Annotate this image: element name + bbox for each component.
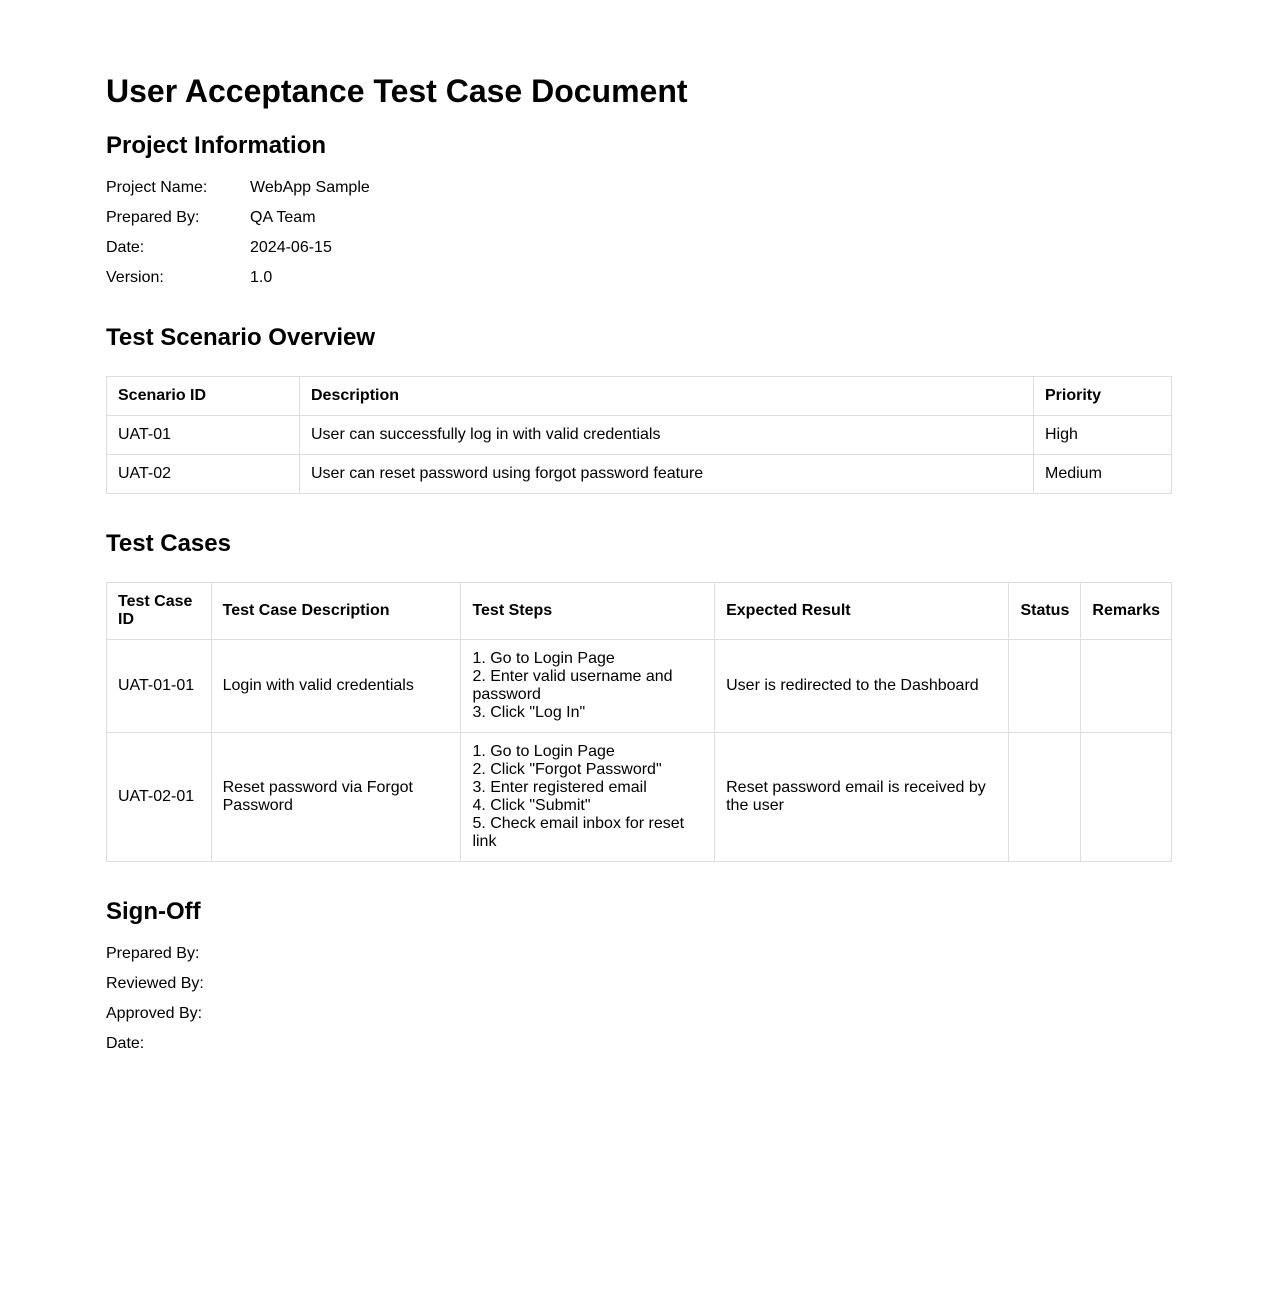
cell: Medium <box>1034 455 1172 494</box>
expected-result: Reset password email is received by the user <box>715 733 1009 862</box>
signoff-label: Reviewed By: <box>106 975 204 992</box>
cell: User can successfully log in with valid credentials <box>300 416 1034 455</box>
test-cases-table <box>106 582 1172 862</box>
step: 4. Click "Submit" <box>472 797 591 814</box>
cell: UAT-01 <box>107 416 300 455</box>
status-cell <box>1009 640 1081 733</box>
test-case-id: UAT-01-01 <box>107 640 212 733</box>
info-value: WebApp Sample <box>250 179 370 196</box>
table-header-row <box>107 377 1172 416</box>
step: 2. Click "Forgot Password" <box>472 761 662 778</box>
info-row <box>106 263 370 293</box>
column-header: Status <box>1009 583 1081 640</box>
project-info-heading: Project Information <box>106 132 327 159</box>
info-row <box>106 203 370 233</box>
status-cell <box>1009 733 1081 862</box>
table-row <box>107 416 1172 455</box>
column-header: Remarks <box>1081 583 1172 640</box>
step: 3. Click "Log In" <box>472 704 586 721</box>
test-steps <box>461 640 715 733</box>
step: 1. Go to Login Page <box>472 743 615 760</box>
signoff-label: Prepared By: <box>106 945 200 962</box>
scenario-heading: Test Scenario Overview <box>106 324 376 351</box>
table-row <box>107 640 1172 733</box>
test-steps <box>461 733 715 862</box>
step: 3. Enter registered email <box>472 779 647 796</box>
step: 2. Enter valid username and password <box>472 668 673 703</box>
column-header: Test Case Description <box>211 583 461 640</box>
step: 1. Go to Login Page <box>472 650 615 667</box>
info-row <box>106 173 370 203</box>
info-label: Version: <box>106 269 164 286</box>
test-cases-heading: Test Cases <box>106 530 231 557</box>
table-row <box>107 733 1172 862</box>
signoff-label: Approved By: <box>106 1005 203 1022</box>
info-value: 1.0 <box>250 269 273 286</box>
column-header: Description <box>300 377 1034 416</box>
table-header-row <box>107 583 1172 640</box>
info-row <box>106 233 370 263</box>
info-value: 2024-06-15 <box>250 239 332 256</box>
scenario-table <box>106 376 1172 494</box>
column-header: Test Steps <box>461 583 715 640</box>
signoff-heading: Sign-Off <box>106 898 201 925</box>
column-header: Scenario ID <box>107 377 300 416</box>
column-header: Test Case ID <box>107 583 212 640</box>
cell: UAT-02 <box>107 455 300 494</box>
test-case-description: Login with valid credentials <box>211 640 461 733</box>
table-row <box>107 455 1172 494</box>
info-value: QA Team <box>250 209 316 226</box>
remarks-cell <box>1081 640 1172 733</box>
info-label: Date: <box>106 239 145 256</box>
step: 5. Check email inbox for reset link <box>472 815 685 850</box>
test-case-id: UAT-02-01 <box>107 733 212 862</box>
test-case-description: Reset password via Forgot Password <box>211 733 461 862</box>
signoff-label: Date: <box>106 1035 145 1052</box>
project-info <box>106 173 370 293</box>
column-header: Priority <box>1034 377 1172 416</box>
info-label: Prepared By: <box>106 209 200 226</box>
column-header: Expected Result <box>715 583 1009 640</box>
cell: User can reset password using forgot password feature <box>300 455 1034 494</box>
expected-result: User is redirected to the Dashboard <box>715 640 1009 733</box>
info-label: Project Name: <box>106 179 208 196</box>
signoff-section <box>106 939 204 1059</box>
remarks-cell <box>1081 733 1172 862</box>
document-title: User Acceptance Test Case Document <box>106 73 688 109</box>
cell: High <box>1034 416 1172 455</box>
